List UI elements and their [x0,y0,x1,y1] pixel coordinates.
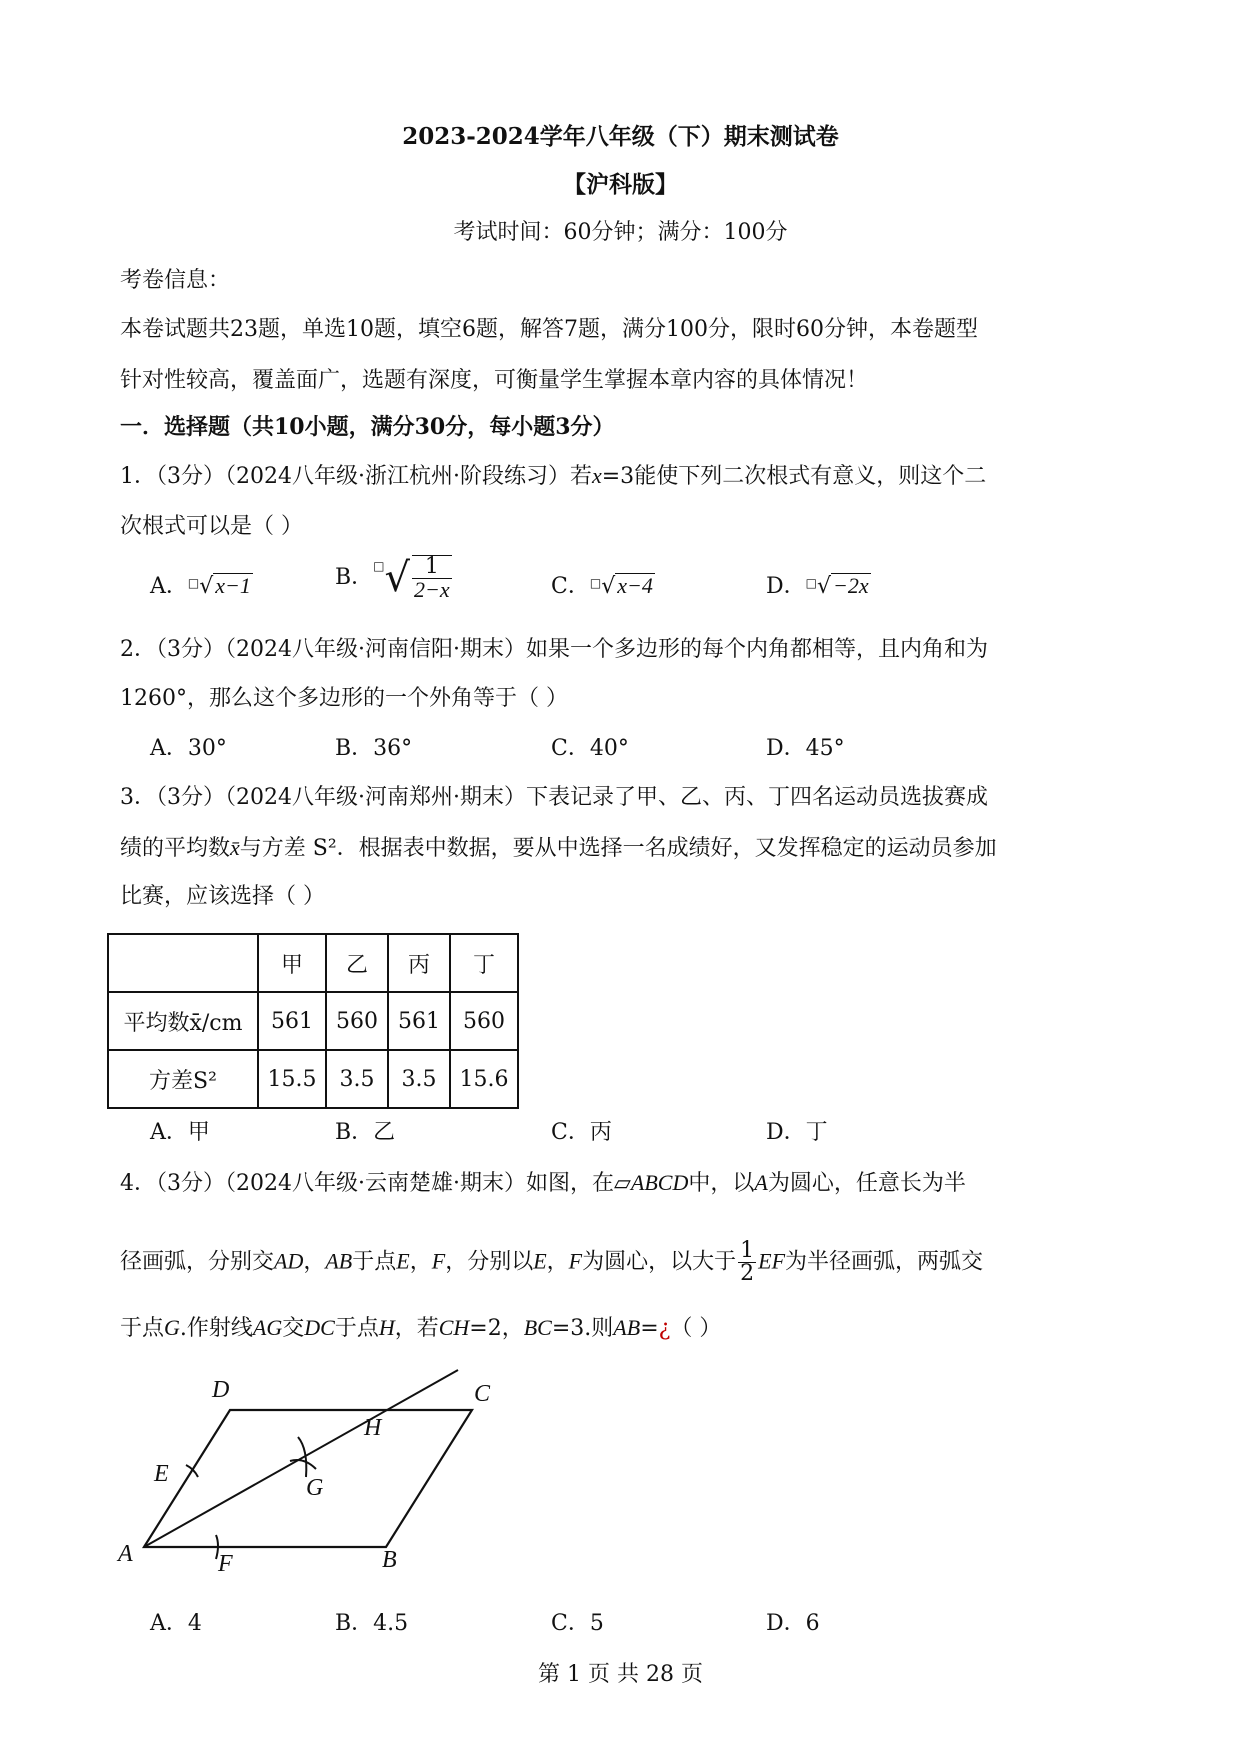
table-header-row [108,934,518,992]
q4-var: F [568,1248,583,1274]
q4-line-1 [120,1168,966,1199]
q1-option-c[interactable]: C．□√x−4 [551,573,653,599]
q3-xbar: x̄ [230,835,240,860]
table-cell: 方差S² [108,1050,258,1108]
parallelogram-figure [110,1365,530,1585]
q4-var: E [396,1248,410,1274]
q1-option-a[interactable]: A．□√x−1 [150,573,251,599]
q4-option-b[interactable]: B．4.5 [335,1611,409,1636]
q4-var: AB [325,1248,353,1274]
q4-var: G [164,1315,180,1340]
q3-option-b[interactable]: B．乙 [335,1120,396,1145]
label-h: H [364,1415,382,1441]
q4-var: BC [523,1315,552,1340]
q4-text: （ ） [670,1316,722,1341]
fraction [738,1240,756,1285]
label-a: A [118,1541,133,1567]
q2-option-a[interactable]: A．30° [150,736,227,761]
q2-option-d[interactable]: D．45° [766,736,845,761]
q4-text: 交 [282,1316,305,1341]
q1-line-1 [120,461,986,492]
q3-text-a: 绩的平均数 [120,836,231,861]
table-row [108,992,518,1050]
table-cell: 甲 [258,934,326,992]
q4-text: = [640,1316,659,1341]
q4-var: EF [758,1248,786,1274]
q3-line-2 [120,833,997,864]
q1-text-a: 1．（3分）（2024八年级·浙江杭州·阶段练习）若 [120,464,592,489]
q4-text: 4．（3分）（2024八年级·云南楚雄·期末）如图，在 [120,1171,614,1196]
q4-var: H [378,1315,395,1340]
radicand: x−4 [617,573,653,598]
label-e: E [154,1461,169,1487]
q4-option-a[interactable]: A．4 [150,1611,202,1636]
option-label: A． [150,574,188,599]
info-line-1: 本卷试题共23题，单选10题，填空6题，解答7题，满分100分，限时60分钟，本卷题型 [120,317,978,342]
q1-text-b: 能使下列二次根式有意义，则这个二 [634,464,987,489]
numerator: 1 [412,556,452,579]
option-label: C． [551,574,590,599]
radical-index: □ [805,576,817,590]
q4-text: ，分别以 [445,1249,534,1275]
q4-glyph: ¿ [658,1316,671,1341]
page-number: 第 1 页 共 28 页 [538,1662,703,1687]
q4-text: 为半径画弧，两弧交 [785,1249,984,1275]
denominator: 2−x [414,577,450,602]
q4-text: =2， [469,1316,524,1341]
q3-option-d[interactable]: D．丁 [766,1120,828,1145]
table-cell: 560 [450,992,518,1050]
q4-var: AD [274,1248,304,1274]
q4-text: 于点 [352,1249,397,1275]
option-label: B． [335,565,374,590]
exam-title: 2023-2024学年八年级（下）期末测试卷 [402,123,839,150]
q3-text-b: 与方差 S²．根据表中数据，要从中选择一名成绩好，又发挥稳定的运动员参加 [239,836,997,861]
table-cell: 丁 [450,934,518,992]
q4-parallelogram: ▱ABCD [613,1170,689,1195]
numerator: 1 [740,1238,755,1263]
fraction [412,555,452,601]
radical-index: □ [589,576,602,590]
q1-option-b[interactable] [335,555,454,601]
info-label: 考卷信息： [120,268,231,293]
q3-option-c[interactable]: C．丙 [551,1120,612,1145]
table-cell: 15.5 [258,1050,326,1108]
q4-text: ， [409,1249,432,1275]
q1-var-x: x [591,463,602,488]
score-table [107,933,519,1109]
label-f: F [218,1551,233,1577]
label-c: C [474,1381,491,1407]
q1-eq: =3 [601,464,635,489]
q2-line-2: 1260°，那么这个多边形的一个外角等于（ ） [120,686,568,711]
q4-var: F [431,1248,446,1274]
q4-option-d[interactable]: D．6 [766,1611,820,1636]
edition-label: 【沪科版】 [563,171,678,198]
radicand: x−1 [215,573,251,598]
table-cell: 平均数x̄/cm [108,992,258,1050]
q2-line-1: 2．（3分）（2024八年级·河南信阳·期末）如果一个多边形的每个内角都相等，且内角和为 [120,637,988,662]
table-cell: 561 [388,992,450,1050]
q4-text: 中，以 [688,1171,755,1196]
radical-sign-icon: √ [384,555,411,601]
table-cell [108,934,258,992]
q2-option-b[interactable]: B．36° [335,736,413,761]
info-line-2: 针对性较高，覆盖面广，选题有深度，可衡量学生掌握本章内容的具体情况！ [120,368,869,393]
q4-option-c[interactable]: C．5 [551,1611,604,1636]
section-heading: 一．选择题（共10小题，满分30分，每小题3分） [120,414,615,440]
denominator: 2 [740,1261,755,1286]
ray-ag [144,1370,458,1547]
q4-text: 为圆心，任意长为半 [767,1171,966,1196]
table-cell: 561 [258,992,326,1050]
q4-text: ， [546,1249,569,1275]
table-cell: 3.5 [326,1050,388,1108]
radical-index: □ [187,576,200,590]
q4-text: 径画弧，分别交 [120,1249,275,1275]
q4-text: ，若 [394,1316,439,1341]
q4-var: E [533,1248,547,1274]
label-b: B [382,1547,397,1573]
q4-text: ， [303,1249,326,1275]
radical-index: □ [373,559,385,573]
radicand: −2x [833,573,869,598]
q4-text: .作射线 [179,1316,253,1341]
exam-time: 考试时间：60分钟；满分：100分 [453,220,788,245]
q4-line-2 [120,1240,983,1285]
q4-line-3 [120,1313,721,1344]
q4-var: DC [304,1315,335,1340]
q1-option-d[interactable]: D．□√−2x [766,573,869,599]
q4-text: 于点 [334,1316,379,1341]
label-d: D [212,1377,230,1403]
q3-option-a[interactable]: A．甲 [150,1120,210,1145]
table-cell: 15.6 [450,1050,518,1108]
q1-line-2: 次根式可以是（ ） [120,514,303,539]
label-g: G [306,1475,324,1501]
option-label: D． [766,574,806,599]
q3-line-1: 3．（3分）（2024八年级·河南郑州·期末）下表记录了甲、乙、丙、丁四名运动员选拔赛成 [120,785,988,810]
arc-g-1 [290,1460,316,1469]
q4-var: AG [252,1315,283,1340]
q4-text: 为圆心，以大于 [582,1249,737,1275]
table-cell: 560 [326,992,388,1050]
q4-var: A [754,1170,768,1195]
table-cell: 3.5 [388,1050,450,1108]
q2-option-c[interactable]: C．40° [551,736,629,761]
q3-line-3: 比赛，应该选择（ ） [120,884,325,909]
q4-text: =3.则 [551,1316,614,1341]
table-cell: 丙 [388,934,450,992]
q4-var: CH [438,1315,470,1340]
table-cell: 乙 [326,934,388,992]
q4-var: AB [613,1315,641,1340]
q4-text: 于点 [120,1316,165,1341]
table-row [108,1050,518,1108]
